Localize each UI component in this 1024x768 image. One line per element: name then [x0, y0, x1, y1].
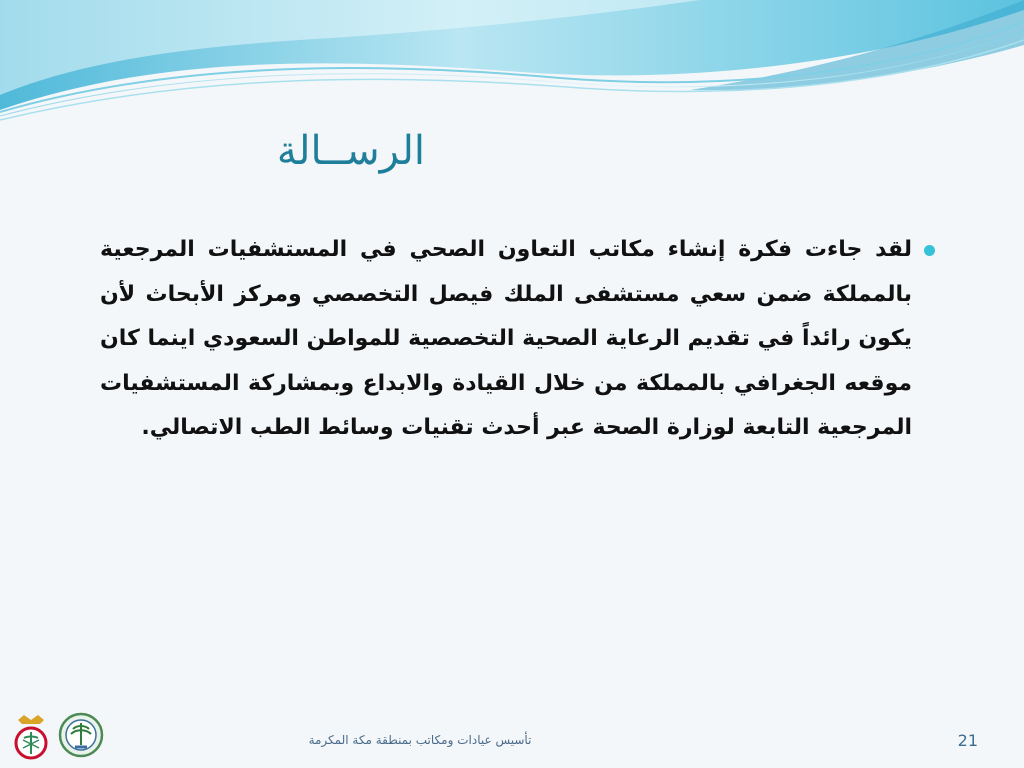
slide-content	[95, 228, 935, 451]
bullet-dot-icon	[924, 245, 935, 256]
hospital-seal-logo	[58, 712, 104, 758]
slide-title: الرســالة	[276, 128, 425, 174]
wave-header-decoration	[0, 0, 1024, 130]
bullet-item	[95, 228, 935, 451]
bullet-text: لقد جاءت فكرة إنشاء مكاتب التعاون الصحي في المستشفيات المرجعية بالمملكة ضمن سعي مستشفى الملك فيصل التخصصي ومركز الأبحاث لأن يكون رائداً في تقديم الرعاية الصحية التخصصية للمواطن السعودي اينما كان موقعه الجغرافي بالمملكة من خلال القيادة والابداع وبمشاركة المستشفيات المرجعية التابعة لوزارة الصحة عبر أحدث تقنيات وسائط الطب الاتصالي.	[100, 237, 912, 441]
page-number: 21	[957, 731, 978, 750]
ministry-of-health-logo	[10, 712, 52, 760]
footer-text: تأسيس عيادات ومكاتب بمنطقة مكة المكرمة	[308, 733, 532, 747]
